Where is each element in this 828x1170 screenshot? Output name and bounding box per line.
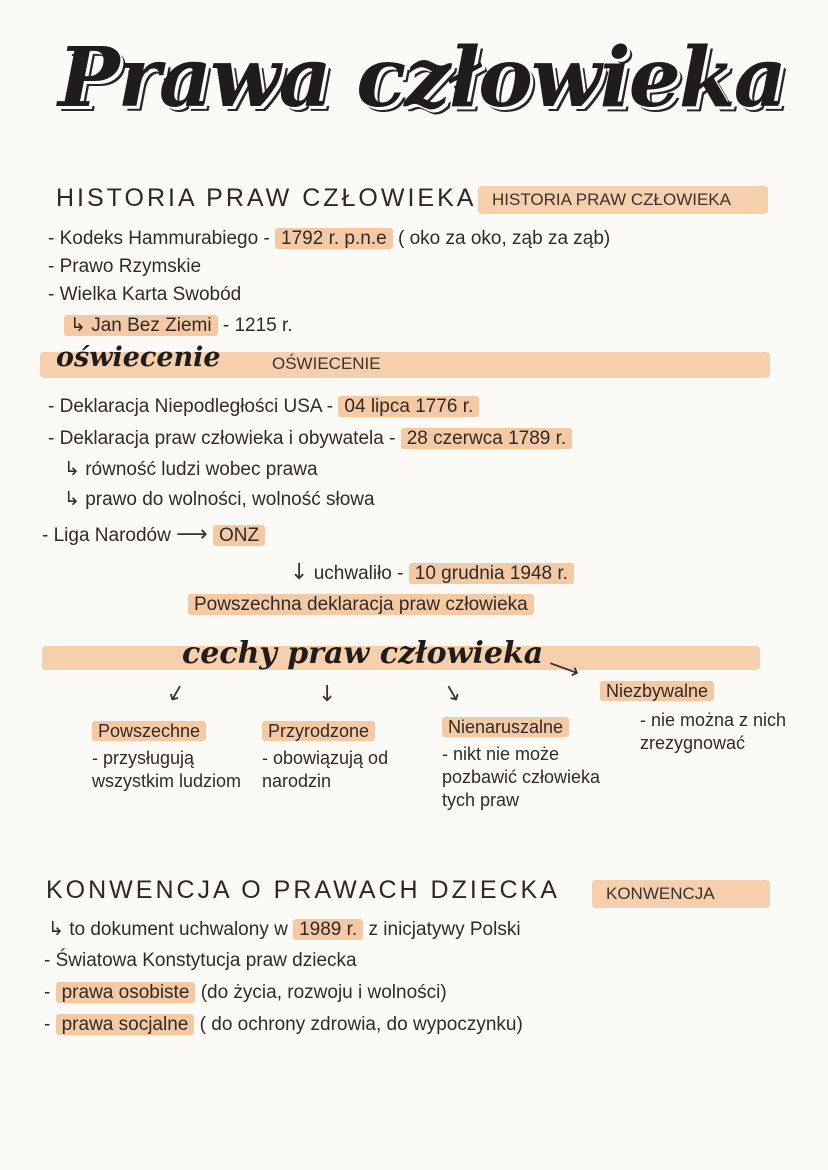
arrow-down-icon: ↓ — [318, 682, 337, 707]
history-line-rzym: - Prawo Rzymskie — [48, 256, 202, 277]
feature-desc: - obowiązują od narodzin — [262, 748, 389, 791]
enlight-onz: ONZ — [213, 525, 265, 546]
conv-osobiste-label: prawa osobiste — [56, 982, 196, 1003]
section-heading-konwencja: KONWENCJA O PRAWACH DZIECKA — [46, 876, 560, 904]
history-jan-name: ↳ Jan Bez Ziemi — [64, 315, 218, 336]
enlight-line-liga — [42, 522, 265, 547]
enlight-deklaracja-date: 28 czerwca 1789 r. — [401, 428, 572, 449]
enlight-powszechna-text: Powszechna deklaracja praw człowieka — [188, 594, 534, 615]
conv-dokument-date: 1989 r. — [293, 919, 363, 940]
feature-label: Nienaruszalne — [442, 717, 569, 737]
enlight-line-deklaracja — [48, 428, 572, 450]
conv-line-dokument — [48, 918, 521, 941]
enlight-uchwalilo-date: 10 grudnia 1948 r. — [409, 563, 574, 584]
section-heading-historia: HISTORIA PRAW CZŁOWIEKA — [56, 184, 477, 212]
enlight-line-uchwalilo — [290, 560, 574, 585]
enlight-liga-label: - Liga Narodów — [42, 525, 171, 546]
conv-line-osobiste — [44, 982, 447, 1004]
enlight-usa-date: 04 lipca 1776 r. — [338, 396, 479, 417]
enlight-uchwalilo-label: uchwaliło - — [313, 563, 404, 584]
feature-desc: - nikt nie może pozbawić człowieka tych praw — [442, 744, 601, 810]
enlight-line-rownosc: ↳ równość ludzi wobec prawa — [64, 459, 318, 480]
section-heading-oswiecenie: oświecenie — [56, 342, 221, 373]
arrow-down-icon: ↓ — [290, 560, 309, 585]
feature-przyrodzone — [262, 720, 422, 793]
feature-desc: - nie można z nich zrezygnować — [640, 710, 787, 753]
history-line-jan — [64, 314, 293, 337]
page-title: Prawa człowieka — [58, 30, 785, 126]
conv-line-konstytucja: - Światowa Konstytucja praw dziecka — [44, 950, 357, 971]
conv-dokument-note: z inicjatywy Polski — [368, 919, 521, 940]
history-line-hammurabi — [48, 228, 610, 250]
history-line-karta: - Wielka Karta Swobód — [48, 284, 242, 305]
feature-nienaruszalne — [442, 716, 610, 812]
conv-osobiste-note: (do życia, rozwoju i wolności) — [200, 982, 447, 1003]
feature-label: Niezbywalne — [600, 681, 714, 701]
section-heading-konwencja-print: KONWENCJA — [606, 884, 715, 903]
enlight-line-usa — [48, 396, 479, 418]
arrow-down-icon: ↓ — [160, 679, 190, 710]
section-heading-historia-print: HISTORIA PRAW CZŁOWIEKA — [492, 190, 731, 209]
section-heading-cechy: cechy praw człowieka — [182, 636, 544, 671]
enlight-usa-label: - Deklaracja Niepodległości USA - — [48, 396, 334, 417]
conv-osobiste-dash: - — [44, 982, 51, 1003]
conv-dokument-label: ↳ to dokument uchwalony w — [48, 919, 288, 940]
feature-label: Przyrodzone — [262, 721, 375, 741]
conv-line-socjalne — [44, 1014, 523, 1036]
history-jan-date: - 1215 r. — [222, 315, 293, 336]
enlight-deklaracja-label: - Deklaracja praw człowieka i obywatela - — [48, 428, 396, 449]
feature-niezbywalne — [600, 680, 786, 755]
conv-socjalne-note: ( do ochrony zdrowia, do wypoczynku) — [199, 1014, 523, 1035]
arrow-down-icon: ↓ — [438, 679, 468, 710]
history-hammurabi-label: - Kodeks Hammurabiego - — [48, 228, 270, 249]
enlight-line-wolnosc: ↳ prawo do wolności, wolność słowa — [64, 489, 375, 510]
history-hammurabi-date: 1792 r. p.n.e — [275, 228, 393, 249]
conv-socjalne-dash: - — [44, 1014, 51, 1035]
history-hammurabi-note: ( oko za oko, ząb za ząb) — [397, 228, 611, 249]
feature-powszechne — [92, 720, 252, 793]
arrow-right-icon: ⟶ — [176, 522, 208, 547]
curved-arrow-icon: ⟶ — [544, 651, 583, 686]
enlight-line-powszechna — [188, 594, 534, 616]
feature-label: Powszechne — [92, 721, 206, 741]
conv-socjalne-label: prawa socjalne — [56, 1014, 195, 1035]
feature-desc: - przysługują wszystkim ludziom — [92, 748, 242, 791]
section-heading-oswiecenie-print: OŚWIECENIE — [272, 354, 381, 373]
